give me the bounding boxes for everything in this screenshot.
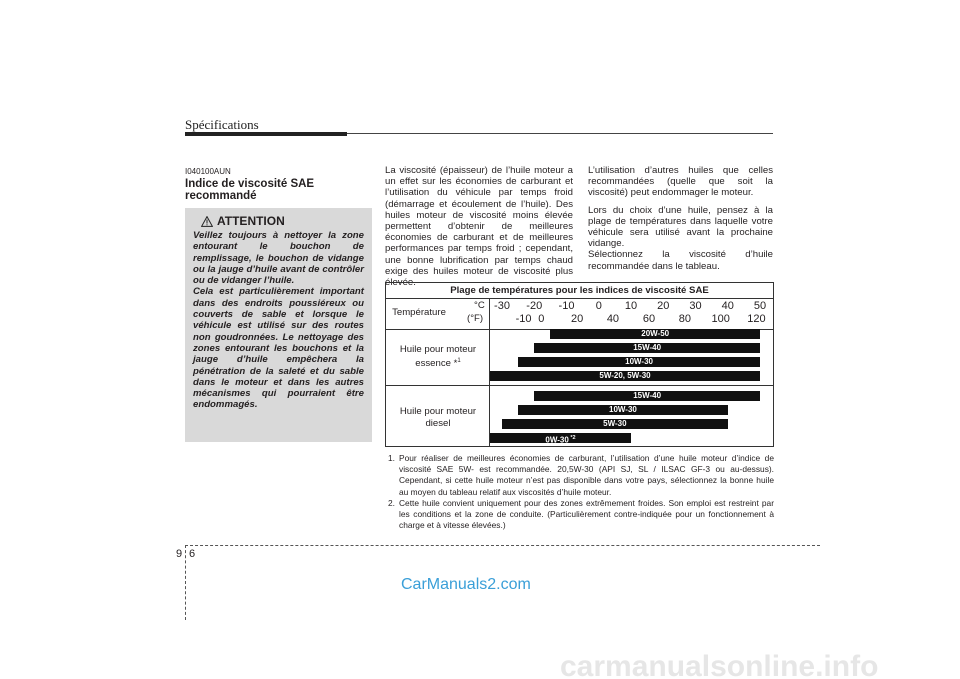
temperature-row-label: Température: [392, 307, 446, 318]
viscosity-bar-label: 0W-30: [545, 435, 569, 445]
attention-box: [185, 208, 372, 442]
footnotes: [388, 453, 774, 531]
petrol-label-line2: essence *: [415, 357, 458, 369]
diesel-label-line2: diesel: [425, 417, 451, 429]
warning-triangle-icon: [201, 216, 213, 227]
celsius-tick-label: 10: [624, 300, 638, 312]
celsius-tick-label: -20: [526, 300, 543, 312]
viscosity-bar-sup: *2: [568, 435, 576, 441]
celsius-tick-label: 0: [595, 300, 602, 312]
footer-rule-vertical: [185, 545, 186, 620]
attention-title: ATTENTION: [217, 214, 285, 228]
page-heading: Indice de viscosité SAE recommandé: [185, 178, 315, 202]
viscosity-bar-15w-40: [534, 391, 760, 401]
viscosity-bar-20w-50: [550, 329, 760, 339]
footer-rule: [185, 545, 820, 546]
fahrenheit-tick-label: -10: [515, 313, 532, 325]
right-paragraph-2: Lors du choix d’une huile, pensez à la plage de températures dans laquelle votre véhicule sera utilisé avant la prochaine vidange.: [588, 204, 773, 250]
viscosity-intro-paragraph: La viscosité (épaisseur) de l’huile moteur a un effet sur les économies de carburant et l’utilisation du véhicule par temps froid (démarrage et écoulement de l’huile). Des huiles moteur de viscosité moins élevée permettent d’obtenir de meilleures économies de carburant et de meilleures performances par temps froid ; cependant, une bonne lubrification par temps chaud exige des huiles moteur de viscosité plus élevée.: [385, 165, 573, 289]
viscosity-bar-10w-30: [518, 405, 728, 415]
viscosity-bar-15w-40: [534, 343, 760, 353]
petrol-label-sup: 1: [457, 357, 461, 364]
footnote-text: Cette huile convient uniquement pour des zones extrêmement froides. Son emploi est restreint par les conditions et la zone de conduite. (Particulièrement contre-indiquée pour un fonctionnement à charge et à vitesse élevées.): [399, 497, 774, 531]
page-number-major: 9: [176, 548, 183, 560]
right-paragraph-3: Sélectionnez la viscosité d’huile recommandée dans le tableau.: [588, 249, 773, 272]
viscosity-bar-label: 20W-50: [641, 329, 670, 338]
fahrenheit-tick-label: 40: [606, 313, 620, 325]
table-divider: [386, 385, 773, 386]
viscosity-bar-5w-20-5w-30: [490, 371, 760, 381]
right-column: [588, 165, 773, 272]
diesel-label-line1: Huile pour moteur: [399, 406, 477, 417]
attention-paragraph: Cela est particulièrement important dans des endroits poussiéreux ou couverts de sable et lorsque le véhicule est utilisé sur des routes non goudronnées. Le nettoyage des zones entourant les bouchons et la jauge d’huile empêchera la pénétration de la saleté et du sable dans le moteur et dans les autres mécanismes qui pourraient être endommagés.: [193, 286, 364, 411]
watermark-carmanualsonline[interactable]: carmanualsonline.info: [560, 650, 879, 679]
petrol-label-line1: Huile pour moteur: [399, 344, 477, 355]
viscosity-bar-10w-30: [518, 357, 760, 367]
celsius-tick-label: -30: [494, 300, 510, 312]
celsius-tick-label: 50: [753, 300, 767, 312]
viscosity-bar-label: 15W-40: [633, 391, 662, 400]
viscosity-bar-label: 10W-30: [609, 405, 637, 414]
attention-paragraph: Veillez toujours à nettoyer la zone entourant le bouchon de remplissage, le bouchon de vidange ou la jauge d’huile avant de contrôler ou de vidanger l’huile.: [193, 230, 364, 287]
unit-celsius: °C: [474, 300, 485, 311]
viscosity-bar-5w-30: [502, 419, 728, 429]
table-title: Plage de températures pour les indices de viscosité SAE: [386, 283, 773, 299]
section-title: Spécifications: [185, 117, 259, 132]
viscosity-bar-label: 15W-40: [633, 343, 662, 352]
footnote: [388, 453, 774, 498]
diesel-row-label: [392, 406, 484, 429]
petrol-row-label: [392, 344, 484, 369]
footnote: [388, 498, 774, 532]
footnote-number: 1.: [388, 453, 395, 463]
viscosity-bar-label: 5W-30: [603, 419, 627, 428]
fahrenheit-tick-label: 20: [571, 313, 584, 325]
fahrenheit-tick-label: 0: [538, 313, 545, 325]
celsius-tick-label: 30: [689, 300, 702, 312]
fahrenheit-tick-label: 60: [642, 313, 656, 325]
header-rule-thick: [185, 132, 347, 136]
celsius-tick-label: 20: [657, 300, 670, 312]
page-number-minor: 6: [189, 548, 196, 560]
unit-fahrenheit: (°F): [467, 313, 484, 324]
fahrenheit-tick-label: 100: [711, 313, 730, 325]
watermark-carmanuals2[interactable]: CarManuals2.com: [401, 576, 531, 593]
viscosity-bar-label: 5W-20, 5W-30: [599, 371, 651, 380]
header-rule-thin: [347, 133, 773, 134]
fahrenheit-tick-label: 120: [747, 313, 766, 325]
footnote-text: Pour réaliser de meilleures économies de carburant, l’utilisation d’une huile moteur d’indice de viscosité SAE 5W- est recommandée. 20,5W-30 (API SJ, SL / ILSAC GF-3 ou au-dessus). Cependant, si cette huile moteur n’est pas disponible dans votre pays, sélectionnez la bonne huile au moyen du tableau relatif aux viscosités d’huile moteur.: [399, 453, 774, 497]
celsius-tick-label: 40: [721, 300, 734, 312]
reference-code: I040100AUN: [185, 167, 231, 176]
attention-text: [193, 230, 364, 411]
viscosity-bar-0w-30: [490, 433, 631, 443]
viscosity-table: [385, 282, 774, 447]
right-paragraph-1: L’utilisation d’autres huiles que celles recommandées (quelle que soit la viscosité) peut endommager le moteur.: [588, 165, 773, 199]
viscosity-bar-label: 10W-30: [625, 357, 653, 366]
fahrenheit-tick-label: 80: [678, 313, 691, 325]
footnote-number: 2.: [388, 497, 395, 508]
celsius-tick-label: -10: [558, 300, 575, 312]
attention-header: [201, 214, 364, 228]
